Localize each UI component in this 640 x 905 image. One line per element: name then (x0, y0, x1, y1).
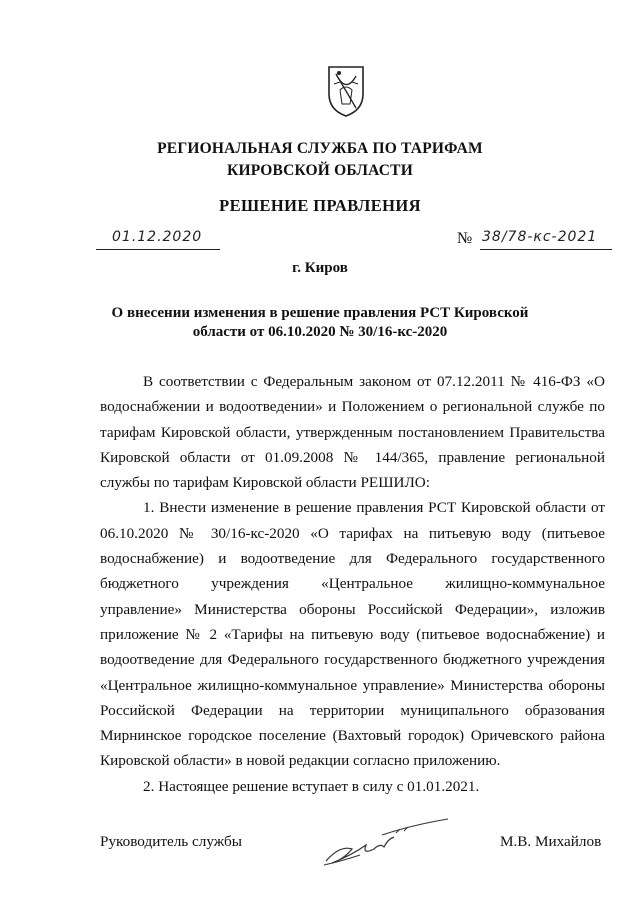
paragraph-item-2: 2. Настоящее решение вступает в силу с 01.01.2021. (143, 777, 480, 795)
number-sign: № (457, 230, 473, 247)
subject-line2: области от 06.10.2020 № 30/16-кс-2020 (192, 324, 448, 340)
document-type: РЕШЕНИЕ ПРАВЛЕНИЯ (219, 196, 421, 215)
document-body (100, 369, 605, 799)
handwritten-signature (322, 815, 452, 870)
signatory-name: М.В. Михайлов (500, 833, 602, 850)
coat-of-arms-icon (326, 64, 366, 118)
organization-name-line2: КИРОВСКОЙ ОБЛАСТИ (227, 162, 413, 179)
document-number: 38/78-кс-2021 (482, 229, 598, 245)
organization-name (0, 138, 640, 182)
organization-name-line1: РЕГИОНАЛЬНАЯ СЛУЖБА ПО ТАРИФАМ (157, 140, 483, 157)
city: г. Киров (292, 260, 348, 276)
document-subject (0, 304, 640, 342)
signatory-position: Руководитель службы (100, 833, 242, 850)
paragraph-item-1: 1. Внести изменение в решение правления РСТ Кировской области от 06.10.2020 № 30/16-кс-2020 «О тарифах на питьевую воду (питьевое водоснабжение) и водоотведение для Федерального государственного бюджетного учреждения «Центральное жилищно-коммунальное управление» Министерства обороны Российской Федерации», изложив приложение № 2 «Тарифы на питьевую воду (питьевое водоснабжение) и водоотведение для Федерального государственного бюджетного учреждения «Центральное жилищно-коммунальное управление» Министерства обороны Российской Федерации на территории муниципального образования Мирнинское городское поселение (Вахтовый городок) Оричевского района Кировской области» в новой редакции согласно приложению. (100, 499, 605, 770)
paragraph-preamble: В соответствии с Федеральным законом от 07.12.2011 № 416-ФЗ «О водоснабжении и водоотведении» и Положением о региональной службе по тарифам Кировской области, утвержденным постановлением Правительства Кировской области от 01.09.2008 № 144/365, правление региональной службы по тарифам Кировской области РЕШИЛО: (100, 373, 605, 492)
document-date: 01.12.2020 (112, 229, 203, 245)
subject-line1: О внесении изменения в решение правления РСТ Кировской (111, 305, 529, 321)
